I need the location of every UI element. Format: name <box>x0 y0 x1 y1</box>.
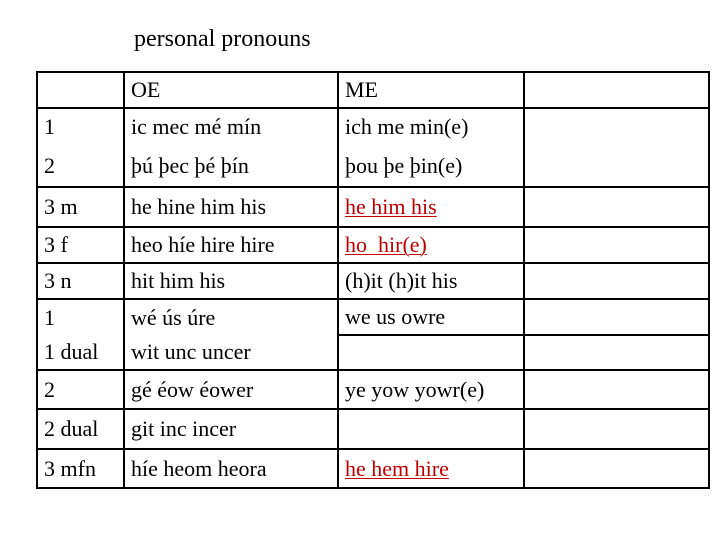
me-cell <box>338 187 524 227</box>
oe-cell: heo híe hire hire <box>124 227 338 263</box>
person-cell: 1 <box>37 108 124 145</box>
table-row <box>37 145 709 187</box>
highlighted-me-text: he him his <box>345 194 437 219</box>
page-title: personal pronouns <box>134 26 311 52</box>
extra-cell <box>524 335 709 370</box>
extra-cell <box>524 187 709 227</box>
person-cell: 1 dual <box>37 335 124 370</box>
table-row <box>37 370 709 409</box>
me-cell <box>338 449 524 488</box>
person-cell: 2 <box>37 370 124 409</box>
oe-cell: ic mec mé mín <box>124 108 338 145</box>
person-cell: 3 mfn <box>37 449 124 488</box>
me-cell <box>338 409 524 449</box>
person-cell: 2 dual <box>37 409 124 449</box>
oe-cell: gé éow éower <box>124 370 338 409</box>
table-row <box>37 227 709 263</box>
table-header-row <box>37 72 709 108</box>
me-cell: þou þe þin(e) <box>338 145 524 187</box>
oe-cell: wé ús úre <box>124 299 338 335</box>
table-row <box>37 187 709 227</box>
header-extra-cell <box>524 72 709 108</box>
extra-cell <box>524 449 709 488</box>
table-row <box>37 335 709 370</box>
extra-cell <box>524 227 709 263</box>
me-cell <box>338 227 524 263</box>
extra-cell <box>524 108 709 145</box>
oe-cell: wit unc uncer <box>124 335 338 370</box>
me-cell: ye yow yowr(e) <box>338 370 524 409</box>
extra-cell <box>524 409 709 449</box>
extra-cell <box>524 299 709 335</box>
header-oe-cell: OE <box>124 72 338 108</box>
header-me-cell: ME <box>338 72 524 108</box>
me-cell: (h)it (h)it his <box>338 263 524 299</box>
oe-cell: he hine him his <box>124 187 338 227</box>
person-cell: 1 <box>37 299 124 335</box>
table-row <box>37 108 709 145</box>
person-cell: 3 n <box>37 263 124 299</box>
person-cell: 3 m <box>37 187 124 227</box>
table-row <box>37 409 709 449</box>
oe-cell: git inc incer <box>124 409 338 449</box>
me-cell: we us owre <box>338 299 524 335</box>
pronoun-table <box>36 71 710 489</box>
me-cell <box>338 335 524 370</box>
oe-cell: þú þec þé þín <box>124 145 338 187</box>
extra-cell <box>524 263 709 299</box>
table-row <box>37 449 709 488</box>
me-cell: ich me min(e) <box>338 108 524 145</box>
oe-cell: hit him his <box>124 263 338 299</box>
person-cell: 2 <box>37 145 124 187</box>
person-cell: 3 f <box>37 227 124 263</box>
table-row <box>37 299 709 335</box>
table-row <box>37 263 709 299</box>
oe-cell: híe heom heora <box>124 449 338 488</box>
highlighted-me-text: ho hir(e) <box>345 232 427 257</box>
extra-cell <box>524 145 709 187</box>
header-person-cell <box>37 72 124 108</box>
extra-cell <box>524 370 709 409</box>
highlighted-me-text: he hem hire <box>345 455 449 481</box>
